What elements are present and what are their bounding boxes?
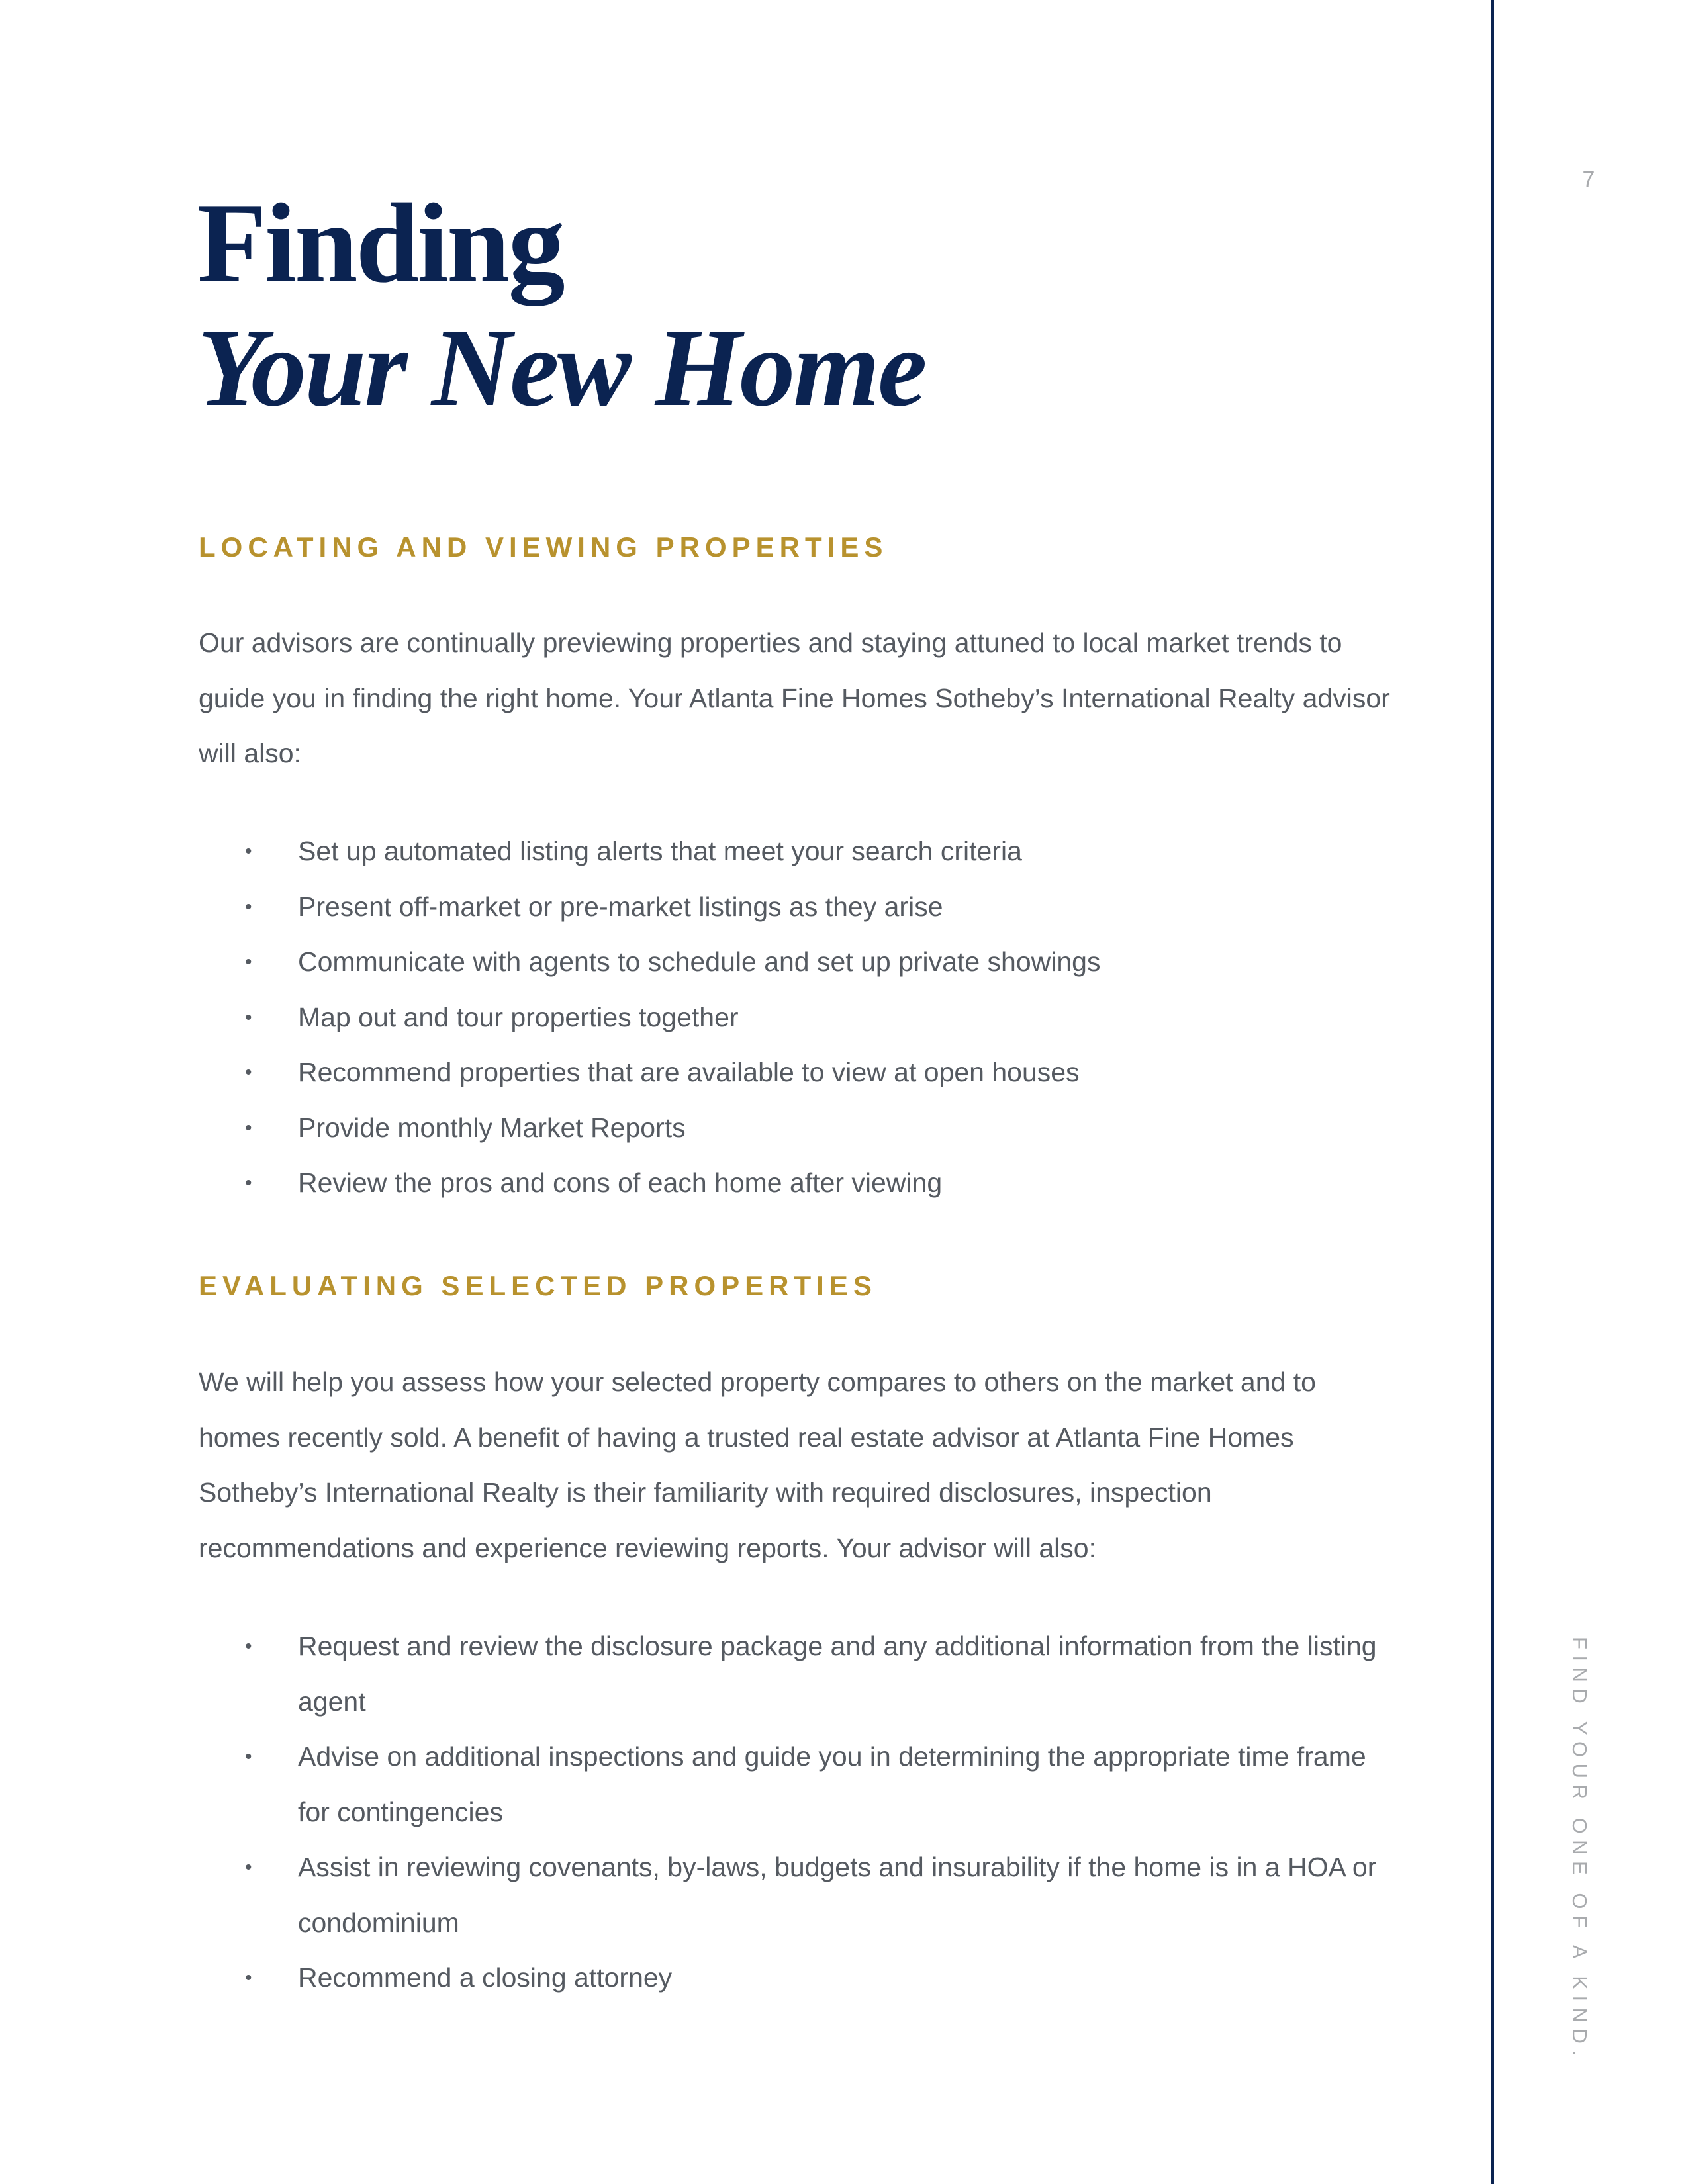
bullet-icon: • [245,1635,252,1657]
page-number: 7 [1582,167,1595,192]
list-item-text: Advise on additional inspections and guide you in determining the appropriate time frame for contingencies [298,1741,1366,1827]
bullet-icon: • [245,951,252,973]
list-item-text: Recommend a closing attorney [298,1962,673,1993]
list-item-text: Set up automated listing alerts that meet your search criteria [298,836,1022,866]
page-title-line-1: Finding [197,181,563,306]
list-item-text: Assist in reviewing covenants, by-laws, budgets and insurability if the home is in a HOA or condominium [298,1852,1377,1938]
list-item [245,1101,1383,1156]
bullet-icon: • [245,1856,252,1878]
bullet-icon: • [245,1062,252,1083]
list-item [245,1729,1383,1840]
bullet-icon: • [245,1172,252,1194]
list-item [245,990,1383,1046]
list-item-text: Provide monthly Market Reports [298,1112,686,1143]
section-body-locating: Our advisors are continually previewing properties and staying attuned to local market trends to guide you in finding the right home. Your Atlanta Fine Homes Sotheby’s International Realty advisor will also: [199,627,1390,768]
bullet-icon: • [245,1116,252,1139]
bullet-icon: • [245,1006,252,1028]
list-item [245,1950,1383,2006]
section-body-evaluating: We will help you assess how your selected property compares to others on the market and to homes recently sold. A benefit of having a trusted real estate advisor at Atlanta Fine Homes Sotheby’s International Realty is their familiarity with required disclosures, inspection recommendations and experience reviewing reports. Your advisor will also: [199,1367,1316,1563]
bullet-icon: • [245,1967,252,1989]
page-title-line-2: Your New Home [197,306,925,430]
list-item-text: Review the pros and cons of each home after viewing [298,1167,943,1198]
list-item-text: Present off-market or pre-market listings as they arise [298,891,943,922]
list-item [245,880,1383,935]
list-item-text: Request and review the disclosure package and any additional information from the listing agent [298,1631,1377,1717]
side-tagline: FIND YOUR ONE OF A KIND. [1568,1637,1591,2062]
section-heading-evaluating: EVALUATING SELECTED PROPERTIES [199,1270,877,1301]
bullet-icon: • [245,1746,252,1768]
list-item [245,824,1383,880]
list-item-text: Recommend properties that are available to view at open houses [298,1057,1080,1087]
bullet-icon: • [245,895,252,918]
list-item-text: Map out and tour properties together [298,1001,739,1032]
bullet-list-locating [245,824,1383,1211]
list-item [245,934,1383,990]
list-item [245,1045,1383,1101]
list-item [245,1619,1383,1729]
bullet-icon: • [245,841,252,862]
bullet-list-evaluating [245,1619,1383,2006]
list-item-text: Communicate with agents to schedule and set up private showings [298,946,1101,977]
vertical-divider [1491,0,1494,2184]
section-heading-locating: LOCATING AND VIEWING PROPERTIES [199,531,888,563]
list-item [245,1156,1383,1211]
list-item [245,1840,1383,1950]
